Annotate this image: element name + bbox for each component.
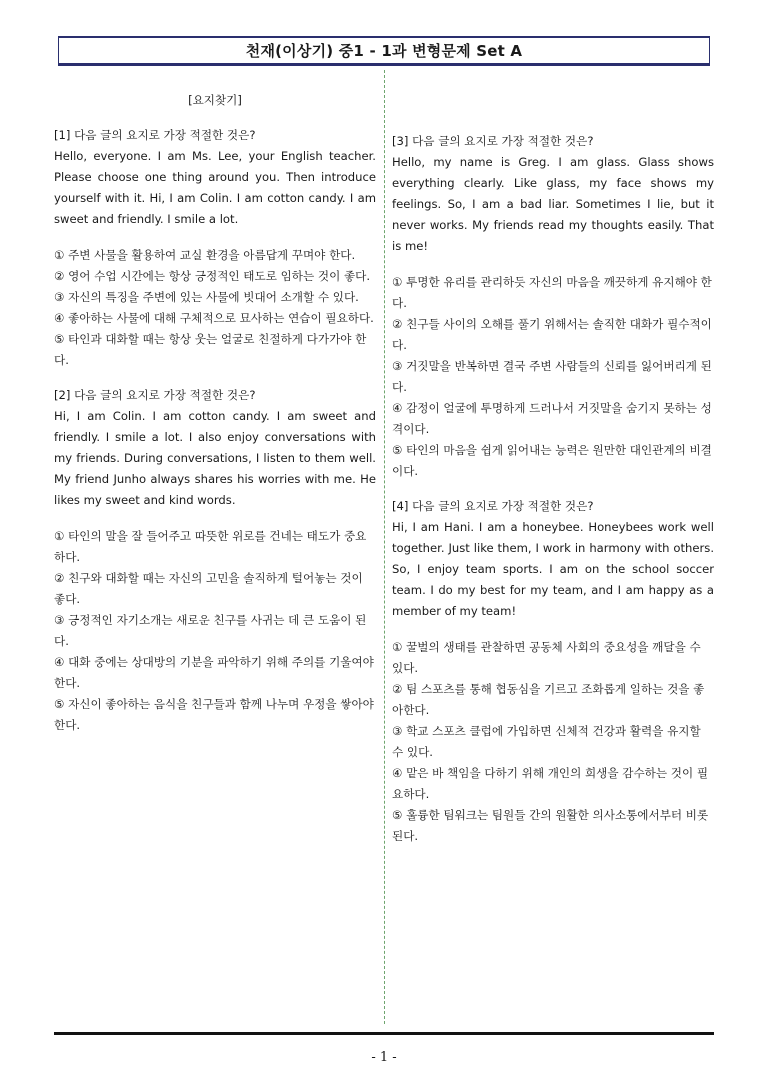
answer-option: ⑤ 자신이 좋아하는 음식을 친구들과 함께 나누며 우정을 쌓아야 한다.: [54, 697, 374, 732]
question-passage: Hello, everyone. I am Ms. Lee, your English teacher. Please choose one thing around you. Then introduce yourself with it. Hi, I am Colin. I am cotton candy. I am sweet and friendly. I smile a lot.: [54, 149, 376, 226]
answer-option: ⑤ 타인과 대화할 때는 항상 웃는 얼굴로 친절하게 다가가야 한다.: [54, 332, 367, 367]
answer-options: [54, 245, 376, 371]
page-number: - 1 -: [371, 1050, 397, 1065]
column-divider: [384, 70, 385, 1024]
answer-option: ④ 감정이 얼굴에 투명하게 드러나서 거짓말을 숨기지 못하는 성격이다.: [392, 401, 712, 436]
answer-option: ③ 거짓말을 반복하면 결국 주변 사람들의 신뢰를 잃어버리게 된다.: [392, 359, 712, 394]
question-4: [392, 496, 714, 847]
answer-option: ⑤ 훌륭한 팀워크는 팀원들 간의 원활한 의사소통에서부터 비롯된다.: [392, 808, 709, 843]
answer-option: ① 투명한 유리를 관리하듯 자신의 마음을 깨끗하게 유지해야 한다.: [392, 275, 712, 310]
question-3: [392, 131, 714, 482]
left-column: [54, 90, 376, 750]
question-heading: [4] 다음 글의 요지로 가장 적절한 것은?: [392, 499, 594, 513]
answer-options: [392, 272, 714, 482]
question-passage: Hi, I am Colin. I am cotton candy. I am sweet and friendly. I smile a lot. I also enjoy conversations with my friends. During conversations, I listen to them well. My friend Junho always shares his worries with me. He likes my sweet and kind words.: [54, 409, 376, 507]
answer-option: ④ 좋아하는 사물에 대해 구체적으로 묘사하는 연습이 필요하다.: [54, 311, 374, 325]
answer-options: [54, 526, 376, 736]
answer-option: ③ 자신의 특징을 주변에 있는 사물에 빗대어 소개할 수 있다.: [54, 290, 359, 304]
right-column: [392, 131, 714, 861]
question-passage: Hi, I am Hani. I am a honeybee. Honeybees work well together. Just like them, I work in harmony with others. So, I enjoy team sports. I am on the school soccer team. I do my best for my team, and I am happy as a member of my team!: [392, 520, 714, 618]
answer-option: ② 영어 수업 시간에는 항상 긍정적인 태도로 임하는 것이 좋다.: [54, 269, 371, 283]
question-passage: Hello, my name is Greg. I am glass. Glass shows everything clearly. Like glass, my face shows my feelings. So, I am a bad liar. Sometimes I lie, but it never works. My friends read my thoughts easily. That is me!: [392, 155, 714, 253]
answer-option: ⑤ 타인의 마음을 쉽게 읽어내는 능력은 원만한 대인관계의 비결이다.: [392, 443, 712, 478]
footer-rule: [54, 1032, 714, 1035]
answer-option: ① 타인의 말을 잘 들어주고 따뜻한 위로를 건네는 태도가 중요하다.: [54, 529, 367, 564]
answer-options: [392, 637, 714, 847]
section-label: [요지찾기]: [188, 93, 242, 107]
answer-option: ④ 대화 중에는 상대방의 기분을 파악하기 위해 주의를 기울여야 한다.: [54, 655, 374, 690]
question-heading: [3] 다음 글의 요지로 가장 적절한 것은?: [392, 134, 594, 148]
answer-option: ③ 긍정적인 자기소개는 새로운 친구를 사귀는 데 큰 도움이 된다.: [54, 613, 367, 648]
answer-option: ① 주변 사물을 활용하여 교실 환경을 아름답게 꾸며야 한다.: [54, 248, 356, 262]
answer-option: ④ 맡은 바 책임을 다하기 위해 개인의 희생을 감수하는 것이 필요하다.: [392, 766, 709, 801]
answer-option: ② 팀 스포츠를 통해 협동심을 기르고 조화롭게 일하는 것을 좋아한다.: [392, 682, 705, 717]
question-1: [54, 125, 376, 371]
answer-option: ② 친구와 대화할 때는 자신의 고민을 솔직하게 털어놓는 것이 좋다.: [54, 571, 363, 606]
question-2: [54, 385, 376, 736]
page-title: 천재(이상기) 중1 - 1과 변형문제 Set A: [58, 36, 710, 66]
question-heading: [1] 다음 글의 요지로 가장 적절한 것은?: [54, 128, 256, 142]
answer-option: ③ 학교 스포츠 클럽에 가입하면 신체적 건강과 활력을 유지할 수 있다.: [392, 724, 701, 759]
answer-option: ② 친구들 사이의 오해를 풀기 위해서는 솔직한 대화가 필수적이다.: [392, 317, 712, 352]
answer-option: ① 꿀벌의 생태를 관찰하면 공동체 사회의 중요성을 깨달을 수 있다.: [392, 640, 701, 675]
question-heading: [2] 다음 글의 요지로 가장 적절한 것은?: [54, 388, 256, 402]
